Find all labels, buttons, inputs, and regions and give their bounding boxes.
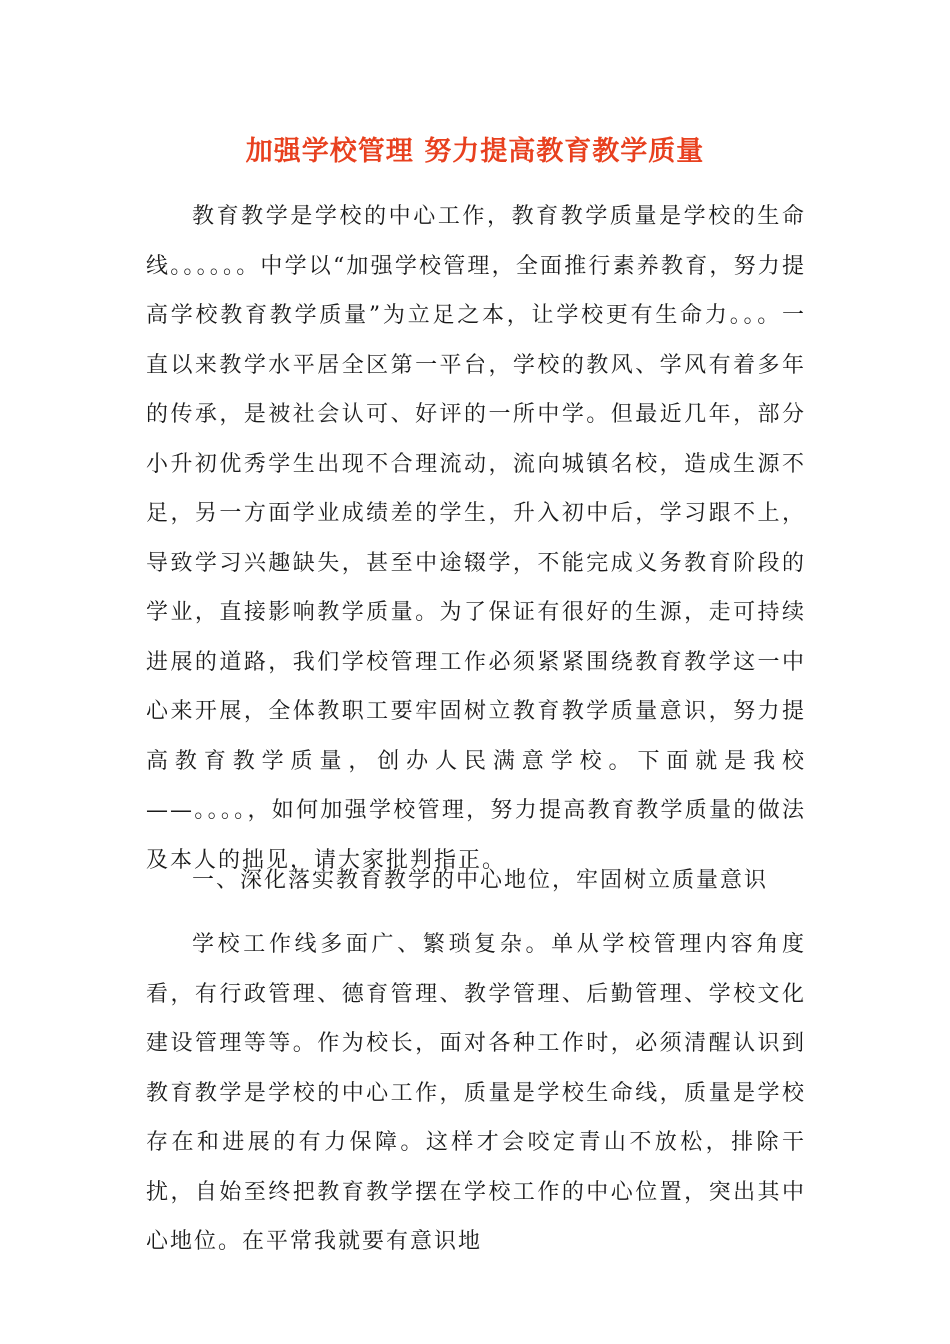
section-heading: 一、深化落实教育教学的中心地位，牢固树立质量意识: [192, 868, 769, 893]
body-paragraph: 学校工作线多面广、繁琐复杂。单从学校管理内容角度看，有行政管理、德育管理、教学管理、后勤管理、学校文化建设管理等等。作为校长，面对各种工作时，必须清醒认识到教育教学是学校的中心工作，质量是学校生命线，质量是学校存在和进展的有力保障。这样才会咬定青山不放松，排除干扰，自始至终把教育教学摆在学校工作的中心位置，突出其中心地位。在平常我就要有意识地: [146, 932, 806, 1254]
document-title: 加强学校管理 努力提高教育教学质量: [245, 136, 705, 167]
intro-paragraph: 教育教学是学校的中心工作，教育教学质量是学校的生命线。。。。。。中学以“加强学校管理，全面推行素养教育，努力提高学校教育教学质量”为立足之本，让学校更有生命力。。。一直以来教学水平居全区第一平台，学校的教风、学风有着多年的传承，是被社会认可、好评的一所中学。但最近几年，部分小升初优秀学生出现不合理流动，流向城镇名校，造成生源不足，另一方面学业成绩差的学生，升入初中后，学习跟不上，导致学习兴趣缺失，甚至中途辍学，不能完成义务教育阶段的学业，直接影响教学质量。为了保证有很好的生源，走可持续进展的道路，我们学校管理工作必须紧紧围绕教育教学这一中心来开展，全体教职工要牢固树立教育教学质量意识，努力提高教育教学质量，创办人民满意学校。下面就是我校——。。。。，如何加强学校管理，努力提高教育教学质量的做法及本人的拙见，请大家批判指正。: [146, 204, 806, 873]
